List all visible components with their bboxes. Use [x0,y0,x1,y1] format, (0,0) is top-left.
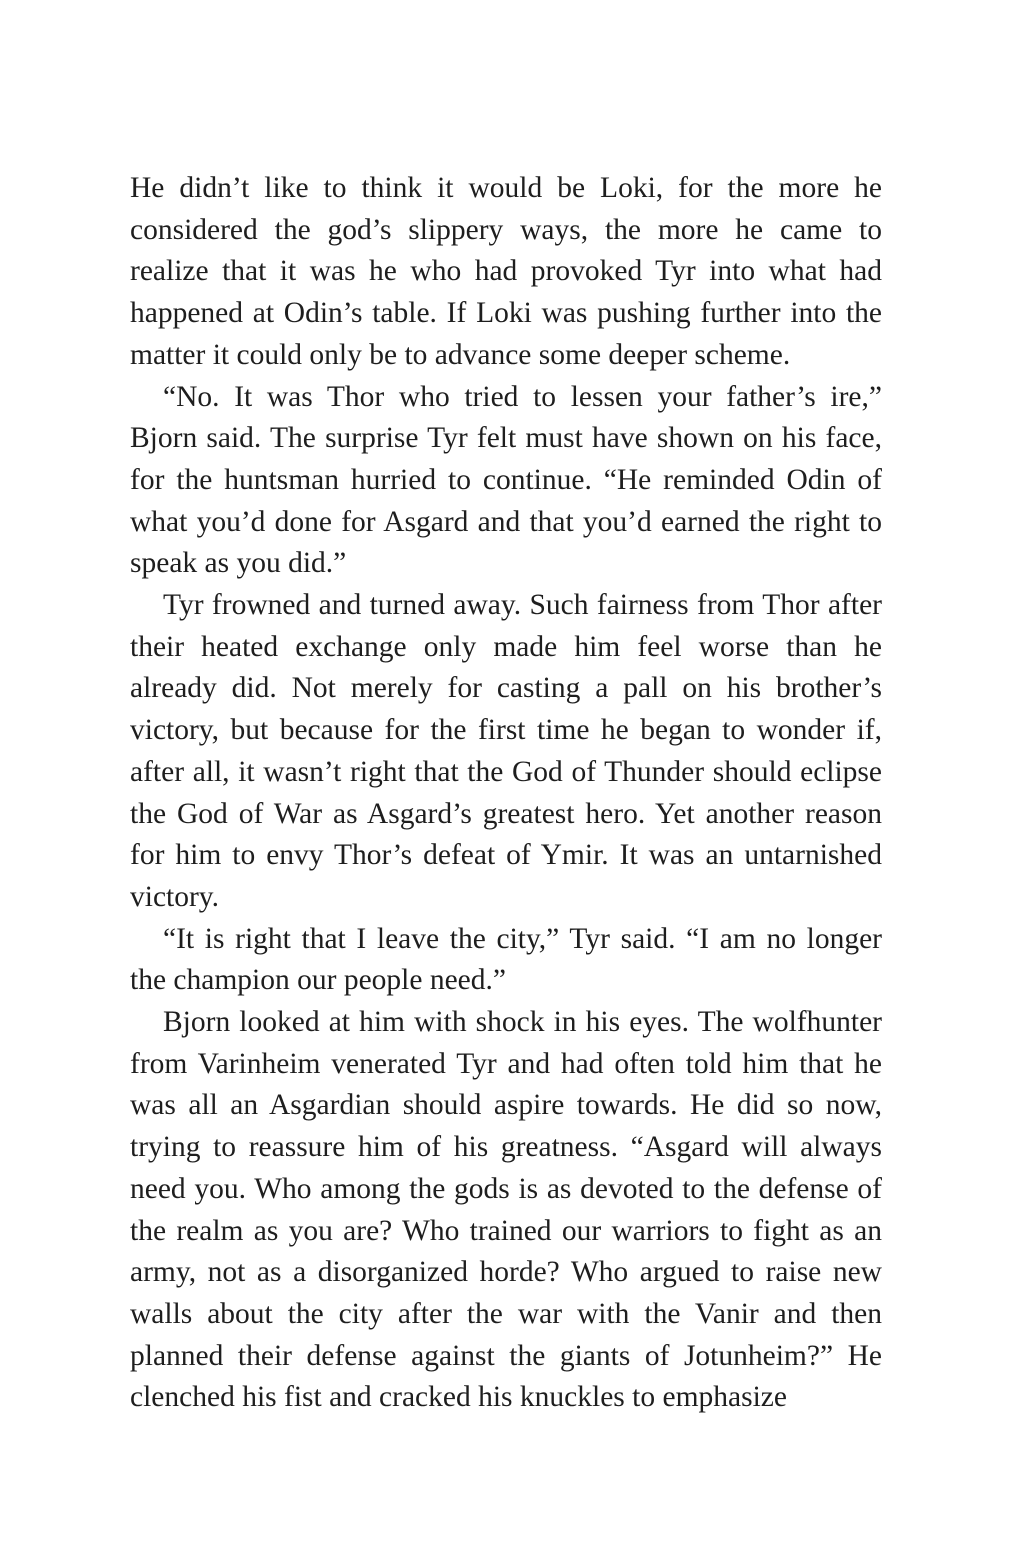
paragraph-5: Bjorn looked at him with shock in his eyes. The wolfhunter from Varinheim venerated Tyr and had often told him that he was all an Asgardian should aspire towards. He did so now, trying to reassure him of his greatness. “Asgard will always need you. Who among the gods is as devoted to the defense of the realm as you are? Who trained our warriors to fight as an army, not as a disorganized horde? Who argued to raise new walls about the city after the war with the Vanir and then planned their defense against the giants of Jotunheim?” He clenched his fist and cracked his knuckles to emphasize [130,1006,882,1414]
paragraph-3: Tyr frowned and turned away. Such fairness from Thor after their heated exchange only made him feel worse than he already did. Not merely for casting a pall on his brother’s victory, but because for the first time he began to wonder if, after all, it wasn’t right that the God of Thunder should eclipse the God of War as Asgard’s greatest hero. Yet another reason for him to envy Thor’s defeat of Ymir. It was an untarnished victory. [130,589,882,913]
paragraph-2: “No. It was Thor who tried to lessen your father’s ire,” Bjorn said. The surprise Tyr felt must have shown on his face, for the huntsman hurried to continue. “He reminded Odin of what you’d done for Asgard and that you’d earned the right to speak as you did.” [130,380,882,580]
paragraph-4: “It is right that I leave the city,” Tyr said. “I am no longer the champion our people need.” [130,922,882,997]
paragraph-1: He didn’t like to think it would be Loki, for the more he considered the god’s slippery ways, the more he came to realize that it was he who had provoked Tyr into what had happened at Odin’s table. If Loki was pushing further into the matter it could only be to advance some deeper scheme. [130,172,882,371]
body-text [130,168,882,1419]
